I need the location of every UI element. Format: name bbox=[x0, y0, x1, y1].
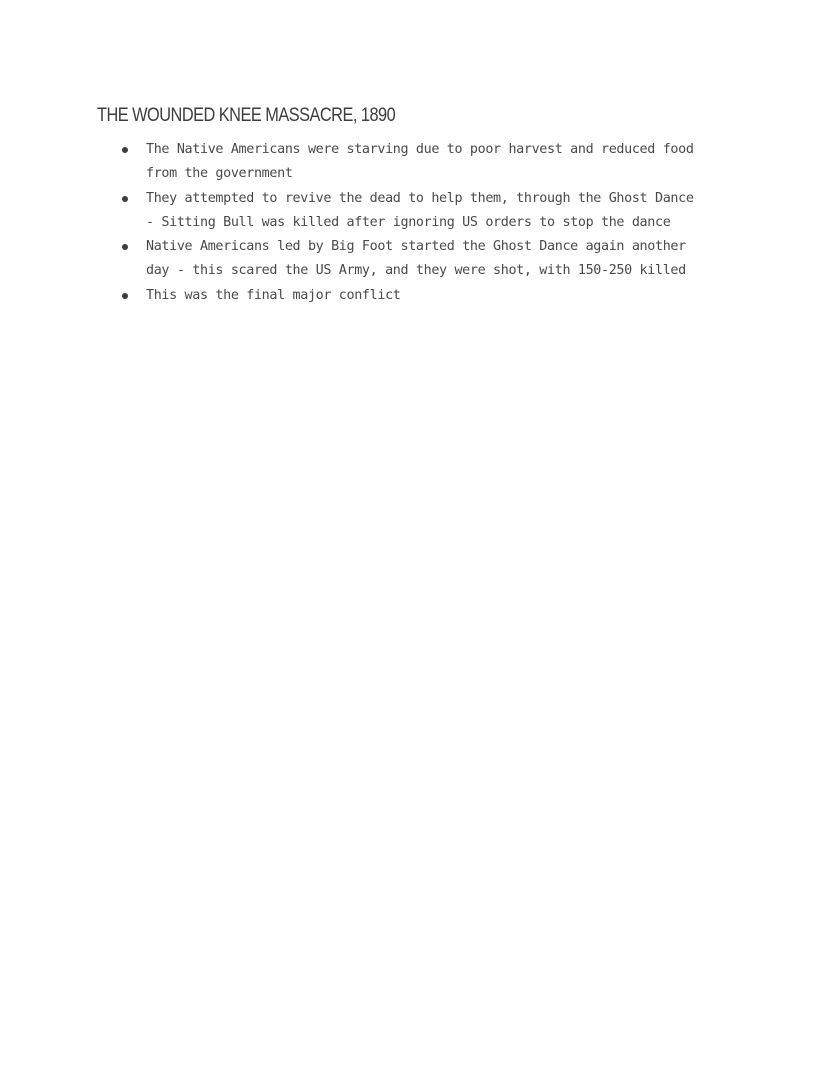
list-item-text: Native Americans led by Big Foot started the Ghost Dance again another bbox=[146, 239, 686, 255]
list-item-text: day - this scared the US Army, and they were shot, with 150-250 killed bbox=[146, 263, 686, 279]
list-item-text: They attempted to revive the dead to help them, through the Ghost Dance bbox=[146, 190, 694, 206]
list-item-text: - Sitting Bull was killed after ignoring US orders to stop the dance bbox=[146, 214, 671, 230]
list-item-text: from the government bbox=[146, 166, 293, 182]
bullet-icon bbox=[122, 196, 128, 202]
list-item-text: The Native Americans were starving due to poor harvest and reduced food bbox=[146, 142, 694, 157]
list-item bbox=[146, 187, 746, 236]
list-item bbox=[146, 138, 746, 187]
list-item bbox=[146, 235, 746, 284]
bullet-icon bbox=[122, 147, 128, 153]
section-heading: THE WOUNDED KNEE MASSACRE, 1890 bbox=[97, 105, 396, 126]
list-item-text: This was the final major conflict bbox=[146, 287, 401, 303]
bullet-list bbox=[146, 138, 746, 308]
bullet-icon bbox=[122, 293, 128, 299]
list-item bbox=[146, 284, 746, 308]
bullet-icon bbox=[122, 244, 128, 250]
